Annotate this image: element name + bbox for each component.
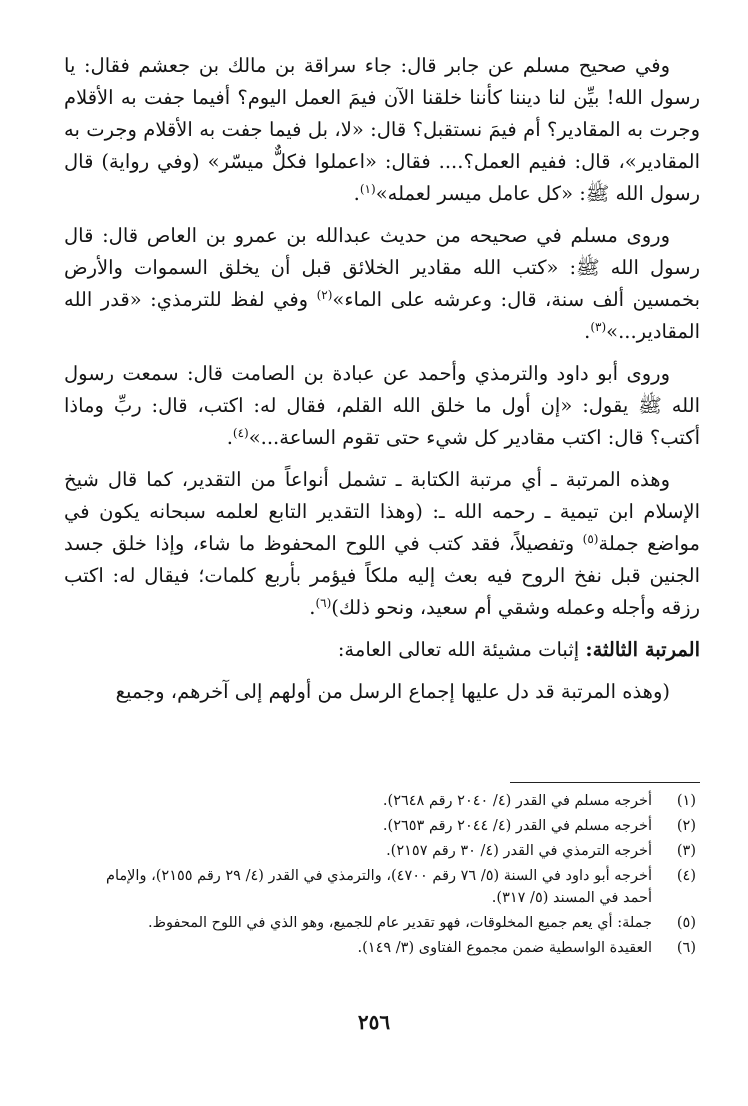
- footnote-number: (١): [676, 793, 696, 809]
- footnote-item: [80, 790, 700, 812]
- footnote-ref-6: (٦): [315, 595, 332, 610]
- paragraph-3-end: .: [226, 426, 233, 449]
- paragraph-4-text-b: وتفصيلاً، فقد كتب في اللوح المحفوظ ما شاء، وإذا خلق جسد الجنين قبل نفخ الروح فيه بعث إليه ملكاً فيؤمر بأربع كلمات؛ فيقال له: اكتب رزقه وأجله وعمله وشقي أم سعيد، ونحو ذلك): [64, 532, 700, 619]
- main-text: [64, 50, 700, 708]
- paragraph-2: [64, 220, 700, 348]
- section-heading-label: المرتبة الثالثة:: [585, 638, 700, 661]
- footnote-number: (٢): [676, 818, 696, 834]
- footnote-item: [80, 865, 700, 909]
- footnote-text: أخرجه أبو داود في السنة (٥/ ٧٦ رقم ٤٧٠٠)، والترمذي في القدر (٤/ ٢٩ رقم ٢١٥٥)، والإمام أحمد في المسند (٥/ ٣١٧).: [106, 868, 652, 906]
- footnote-text: أخرجه الترمذي في القدر (٤/ ٣٠ رقم ٢١٥٧).: [386, 843, 652, 859]
- paragraph-2-text-b: وفي لفظ للترمذي: «قدر الله المقادير...»: [64, 288, 700, 343]
- footnote-text: أخرجه مسلم في القدر (٤/ ٢٠٤٠ رقم ٢٦٤٨).: [382, 793, 652, 809]
- footnote-item: [80, 937, 700, 959]
- footnote-ref-4: (٤): [232, 425, 249, 440]
- paragraph-1-text: وفي صحيح مسلم عن جابر قال: جاء سراقة بن مالك بن جعشم فقال: يا رسول الله! بيِّن لنا ديننا كأننا خلقنا الآن فيمَ العمل اليوم؟ أفيما جفت به الأقلام وجرت به المقادير؟ أم فيمَ نستقبل؟ قال: «لا، بل فيما جفت به الأقلام وجرت به المقادير»، قال: ففيم العمل؟.... فقال: «اعملوا فكلٌّ ميسّر» (وفي رواية) قال رسول الله ﷺ: «كل عامل ميسر لعمله»: [64, 54, 700, 205]
- paragraph-3-text: وروى أبو داود والترمذي وأحمد عن عبادة بن الصامت قال: سمعت رسول الله ﷺ يقول: «إن أول ما خلق الله القلم، فقال له: اكتب، قال: ربِّ وماذا أكتب؟ قال: اكتب مقادير كل شيء حتى تقوم الساعة...»: [64, 362, 700, 449]
- footnote-ref-2: (٢): [316, 287, 333, 302]
- footnote-number: (٣): [676, 843, 696, 859]
- paragraph-3: [64, 358, 700, 454]
- paragraph-2-end: .: [584, 320, 591, 343]
- page-content: [64, 50, 700, 708]
- footnote-ref-3: (٣): [590, 319, 607, 334]
- paragraph-4: [64, 464, 700, 624]
- footnotes: [80, 790, 700, 959]
- paragraph-4-end: .: [309, 596, 316, 619]
- footnote-item: [80, 840, 700, 862]
- footnote-item: [80, 815, 700, 837]
- footnote-ref-5: (٥): [582, 531, 599, 546]
- footnote-number: (٤): [676, 868, 696, 884]
- paragraph-5: [64, 676, 700, 708]
- footnote-text: أخرجه مسلم في القدر (٤/ ٢٠٤٤ رقم ٢٦٥٣).: [382, 818, 652, 834]
- section-heading-text: إثبات مشيئة الله تعالى العامة:: [337, 638, 586, 661]
- paragraph-1-end: .: [353, 182, 360, 205]
- page-number: ٢٥٦: [357, 1010, 391, 1034]
- paragraph-1: [64, 50, 700, 210]
- paragraph-4-text-a: وهذه المرتبة ـ أي مرتبة الكتابة ـ تشمل أنواعاً من التقدير، كما قال شيخ الإسلام ابن تيمية ـ رحمه الله ـ: (وهذا التقدير التابع لعلمه سبحانه يكون في مواضع جملة: [64, 468, 700, 555]
- section-heading: [64, 634, 700, 666]
- paragraph-5-text: (وهذه المرتبة قد دل عليها إجماع الرسل من أولهم إلى آخرهم، وجميع: [115, 680, 670, 703]
- footnote-text: جملة: أي يعم جميع المخلوقات، فهو تقدير عام للجميع، وهو الذي في اللوح المحفوظ.: [148, 915, 652, 931]
- footnote-text: العقيدة الواسطية ضمن مجموع الفتاوى (٣/ ١٤٩).: [357, 940, 652, 956]
- footnote-number: (٥): [676, 915, 696, 931]
- footnote-ref-1: (١): [359, 181, 376, 196]
- footnote-divider: [510, 782, 700, 783]
- footnote-item: [80, 912, 700, 934]
- footnote-number: (٦): [676, 940, 696, 956]
- paragraph-2-text-a: وروى مسلم في صحيحه من حديث عبدالله بن عمرو بن العاص قال: قال رسول الله ﷺ: «كتب الله مقادير الخلائق قبل أن يخلق السموات والأرض بخمسين ألف سنة، قال: وعرشه على الماء»: [64, 224, 700, 311]
